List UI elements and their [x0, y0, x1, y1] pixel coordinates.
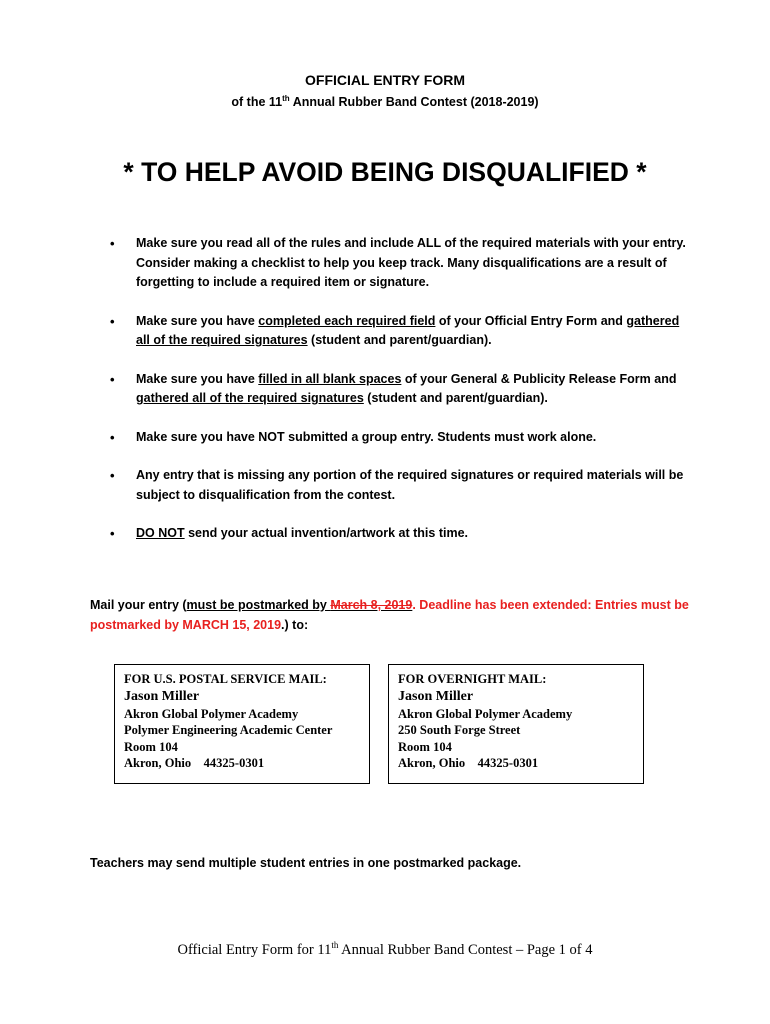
list-item — [106, 370, 686, 409]
overnight-address-box — [388, 664, 644, 784]
subtitle-pre: of the 11 — [231, 95, 283, 110]
underlined-text: completed each required field — [258, 313, 436, 328]
subtitle-ordinal: th — [282, 94, 290, 103]
postal-line: Polymer Engineering Academic Center — [124, 723, 333, 737]
postal-line: Akron, Ohio 44325-0301 — [124, 756, 265, 770]
list-item — [106, 524, 686, 544]
form-subtitle — [0, 94, 770, 109]
bullet-icon: • — [110, 526, 115, 541]
bullet-text: Make sure you have NOT submitted a group entry. Students must work alone. — [136, 429, 597, 444]
subtitle-post: Annual Rubber Band Contest (2018-2019) — [289, 95, 539, 110]
underlined-text: DO NOT — [136, 526, 185, 540]
footer-pre: Official Entry Form for 11 — [177, 941, 332, 958]
underlined-text: gathered all of the required signatures — [136, 391, 364, 405]
overnight-line: Akron Global Polymer Academy — [398, 706, 573, 721]
bullet-text: of your General & Publicity Release Form and — [401, 371, 677, 386]
extended-deadline: . Deadline has been extended: Entries must be postmarked by MARCH 15, 2019 — [90, 598, 689, 632]
overnight-line: Room 104 — [398, 739, 452, 754]
list-item — [106, 466, 686, 505]
footer-ordinal: th — [331, 940, 339, 950]
list-item — [106, 234, 686, 293]
bullet-text: (student and parent/guardian). — [307, 333, 492, 347]
bullet-text: Any entry that is missing any portion of the required signatures or required materials will be subject to disqualification from the contest. — [136, 468, 684, 502]
overnight-recipient: Jason Miller — [398, 688, 474, 704]
postal-line: Akron Global Polymer Academy — [124, 706, 299, 721]
mail-post: .) to: — [281, 617, 309, 632]
mail-pre: Mail your entry ( — [90, 598, 187, 612]
rules-list — [106, 234, 686, 563]
warning-heading: * TO HELP AVOID BEING DISQUALIFIED * — [123, 157, 647, 187]
list-item — [106, 312, 686, 351]
bullet-text: (student and parent/guardian). — [363, 391, 548, 405]
underlined-text: filled in all blank spaces — [258, 371, 402, 386]
bullet-icon: • — [110, 429, 115, 445]
bullet-icon: • — [110, 371, 115, 387]
postal-heading: FOR U.S. POSTAL SERVICE MAIL: — [124, 672, 327, 686]
mail-instructions — [90, 596, 690, 635]
overnight-line: Akron, Ohio 44325-0301 — [398, 756, 539, 770]
postmarked-by: must be postmarked by — [186, 598, 331, 612]
bullet-text: Make sure you have — [136, 371, 259, 386]
struck-deadline: March 8, 2019 — [330, 598, 413, 612]
underlined-text: gathered all of the required signatures — [136, 313, 680, 347]
list-item — [106, 428, 686, 448]
teachers-note: Teachers may send multiple student entries in one postmarked package. — [90, 856, 522, 870]
postal-line: Room 104 — [124, 739, 178, 754]
footer-post: Annual Rubber Band Contest – Page 1 of 4 — [338, 941, 593, 958]
postal-address-box — [114, 664, 370, 784]
bullet-icon: • — [110, 468, 115, 483]
overnight-line: 250 South Forge Street — [398, 723, 521, 737]
postal-recipient: Jason Miller — [124, 688, 200, 704]
postmark-phrase — [187, 598, 413, 612]
overnight-heading: FOR OVERNIGHT MAIL: — [398, 672, 547, 686]
bullet-text: send your actual invention/artwork at this time. — [184, 526, 469, 540]
bullet-icon: • — [110, 313, 115, 329]
bullet-text: of your Official Entry Form and — [435, 313, 627, 328]
address-boxes — [114, 664, 644, 784]
bullet-text: Make sure you read all of the rules and include ALL of the required materials with your entry. Consider making a checklist to help you keep track. Many disqualifications are a result of forgetting to include a required item or signature. — [136, 236, 686, 289]
bullet-text: Make sure you have — [136, 313, 259, 328]
bullet-icon: • — [110, 236, 115, 251]
form-title: OFFICIAL ENTRY FORM — [305, 72, 465, 88]
page-footer — [0, 940, 770, 959]
